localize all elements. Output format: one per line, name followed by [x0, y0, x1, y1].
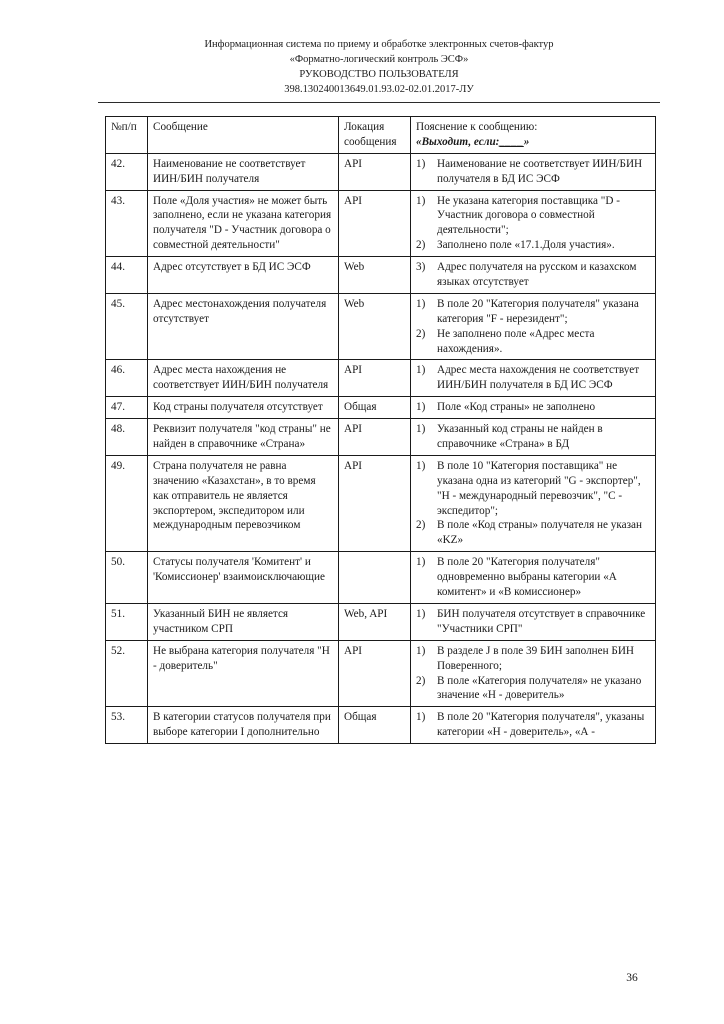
- messages-table: [105, 116, 656, 744]
- row-message: Статусы получателя 'Комитент' и 'Комиссионер' взаимоисключающие: [148, 552, 339, 604]
- explanation-item-text: Наименование не соответствует ИИН/БИН получателя в БД ИС ЭСФ: [437, 157, 643, 185]
- explanation-item: [416, 607, 651, 637]
- explanation-item-marker: 3): [416, 261, 426, 274]
- row-explanation: [411, 707, 656, 744]
- explanation-item-text: В поле 10 "Категория поставщика" не указана одна из категорий "G - экспортер", "H - международный перевозчик", "C - экспедитор";: [437, 459, 641, 517]
- explanation-item-text: Поле «Код страны» не заполнено: [437, 401, 596, 414]
- explanation-item-marker: 2): [416, 519, 426, 532]
- explanation-item: [416, 363, 651, 393]
- explanation-item-marker: 1): [416, 423, 426, 436]
- messages-table-wrapper: [105, 116, 655, 744]
- table-row: [106, 707, 656, 744]
- explanation-item: [416, 555, 651, 600]
- row-number: 47.: [106, 397, 148, 419]
- table-header: [106, 117, 656, 154]
- column-header-message: Сообщение: [148, 117, 339, 154]
- explanation-item: [416, 518, 651, 548]
- row-explanation: [411, 455, 656, 551]
- explanation-item: [416, 674, 651, 704]
- explanation-list: [416, 400, 651, 415]
- row-number: 53.: [106, 707, 148, 744]
- explanation-item: [416, 400, 651, 415]
- row-location: [339, 552, 411, 604]
- row-number: 52.: [106, 640, 148, 707]
- explanation-item-marker: 1): [416, 644, 426, 657]
- explanation-item-text: В поле «Код страны» получателя не указан «KZ»: [437, 519, 642, 547]
- explanation-item-marker: 2): [416, 327, 426, 340]
- explanation-item-text: БИН получателя отсутствует в справочнике "Участники СРП": [437, 607, 646, 635]
- explanation-item-marker: 1): [416, 157, 426, 170]
- explanation-item-text: В поле 20 "Категория получателя" указана категория "F - нерезидент";: [437, 297, 639, 325]
- explanation-list: [416, 710, 651, 740]
- explanation-item-text: Не указана категория поставщика "D - Участник договора о совместной деятельности";: [437, 194, 620, 237]
- explanation-list: [416, 363, 651, 393]
- explanation-item-marker: 1): [416, 459, 426, 472]
- row-location: Общая: [339, 397, 411, 419]
- table-row: [106, 153, 656, 190]
- row-number: 45.: [106, 293, 148, 360]
- row-location: Общая: [339, 707, 411, 744]
- row-explanation: [411, 360, 656, 397]
- header-divider: [98, 102, 660, 103]
- row-location: API: [339, 455, 411, 551]
- running-header: [98, 38, 660, 98]
- column-header-location: Локация сообщения: [339, 117, 411, 154]
- explanation-list: [416, 297, 651, 357]
- explanation-item-marker: 1): [416, 364, 426, 377]
- row-message: Адрес места нахождения не соответствует ИИН/БИН получателя: [148, 360, 339, 397]
- header-line-3: РУКОВОДСТВО ПОЛЬЗОВАТЕЛЯ: [299, 68, 459, 80]
- row-explanation: [411, 397, 656, 419]
- explanation-item: [416, 710, 651, 740]
- explanation-item: [416, 238, 651, 253]
- row-location: API: [339, 190, 411, 257]
- row-number: 49.: [106, 455, 148, 551]
- table-row: [106, 397, 656, 419]
- table-row: [106, 603, 656, 640]
- explanation-list: [416, 607, 651, 637]
- table-row: [106, 257, 656, 294]
- row-explanation: [411, 190, 656, 257]
- explanation-item-marker: 1): [416, 556, 426, 569]
- table-row: [106, 360, 656, 397]
- table-row: [106, 455, 656, 551]
- row-message: Страна получателя не равна значению «Казахстан», в то время как отправитель не является экспортером, экспедитором или международным перевозчиком: [148, 455, 339, 551]
- table-body: [106, 153, 656, 743]
- explanation-item: [416, 157, 651, 187]
- explanation-item-text: Адрес места нахождения не соответствует ИИН/БИН получателя в БД ИС ЭСФ: [437, 364, 640, 392]
- explanation-item-text: Указанный код страны не найден в справочнике «Страна» в БД: [437, 423, 603, 451]
- row-location: Web, API: [339, 603, 411, 640]
- row-explanation: [411, 640, 656, 707]
- explanation-item-marker: 2): [416, 674, 426, 687]
- explanation-item-text: Не заполнено поле «Адрес места нахождения».: [437, 327, 595, 355]
- explanation-item-marker: 1): [416, 401, 426, 414]
- page-number: 36: [626, 972, 638, 984]
- explanation-item: [416, 260, 651, 290]
- explanation-list: [416, 157, 651, 187]
- row-message: Адрес отсутствует в БД ИС ЭСФ: [148, 257, 339, 294]
- explanation-item-text: В разделе J в поле 39 БИН заполнен БИН Поверенного;: [437, 644, 634, 672]
- row-location: Web: [339, 257, 411, 294]
- header-line-1: Информационная система по приему и обработке электронных счетов-фактур: [204, 39, 554, 50]
- table-row: [106, 293, 656, 360]
- row-message: Не выбрана категория получателя "Н - доверитель": [148, 640, 339, 707]
- table-row: [106, 190, 656, 257]
- explanation-item-text: В поле 20 "Категория получателя" одновременно выбраны категории «А комитент» и «В комиссионер»: [437, 556, 617, 599]
- explanation-item: [416, 194, 651, 239]
- explanation-list: [416, 555, 651, 600]
- row-message: Реквизит получателя "код страны" не найден в справочнике «Страна»: [148, 419, 339, 456]
- row-number: 42.: [106, 153, 148, 190]
- row-message: Адрес местонахождения получателя отсутствует: [148, 293, 339, 360]
- row-explanation: [411, 257, 656, 294]
- row-number: 50.: [106, 552, 148, 604]
- table-row: [106, 552, 656, 604]
- row-location: API: [339, 640, 411, 707]
- row-number: 48.: [106, 419, 148, 456]
- explanation-item-marker: 2): [416, 239, 426, 252]
- row-message: Указанный БИН не является участником СРП: [148, 603, 339, 640]
- explanation-subtitle-suffix: »: [523, 135, 530, 148]
- row-number: 44.: [106, 257, 148, 294]
- explanation-item: [416, 644, 651, 674]
- explanation-item: [416, 459, 651, 519]
- row-number: 43.: [106, 190, 148, 257]
- row-number: 51.: [106, 603, 148, 640]
- row-message: Наименование не соответствует ИИН/БИН получателя: [148, 153, 339, 190]
- table-row: [106, 419, 656, 456]
- row-location: API: [339, 153, 411, 190]
- explanation-item: [416, 422, 651, 452]
- explanation-item-text: Заполнено поле «17.1.Доля участия».: [437, 239, 615, 252]
- column-header-explanation-subtitle: [416, 135, 651, 150]
- explanation-list: [416, 194, 651, 254]
- explanation-item-marker: 1): [416, 711, 426, 724]
- row-message: Поле «Доля участия» не может быть заполнено, если не указана категория получателя "D - Участник договора о совместной деятельности": [148, 190, 339, 257]
- table-header-row: [106, 117, 656, 154]
- row-explanation: [411, 552, 656, 604]
- explanation-item: [416, 297, 651, 327]
- row-location: Web: [339, 293, 411, 360]
- explanation-item-marker: 1): [416, 297, 426, 310]
- explanation-item-text: В поле 20 "Категория получателя", указаны категории «Н - доверитель», «А -: [437, 711, 645, 739]
- row-location: API: [339, 360, 411, 397]
- explanation-subtitle-blank: ____: [499, 135, 524, 148]
- header-line-2: «Форматно-логический контроль ЭСФ»: [289, 53, 469, 65]
- explanation-item-text: В поле «Категория получателя» не указано значение «Н - доверитель»: [437, 674, 642, 702]
- row-explanation: [411, 293, 656, 360]
- row-explanation: [411, 153, 656, 190]
- row-explanation: [411, 419, 656, 456]
- explanation-item-text: Адрес получателя на русском и казахском языках отсутствует: [437, 261, 637, 289]
- explanation-item: [416, 327, 651, 357]
- column-header-number: №п/п: [106, 117, 148, 154]
- explanation-list: [416, 459, 651, 548]
- column-header-explanation-title: Пояснение к сообщению:: [416, 121, 538, 133]
- row-message: В категории статусов получателя при выборе категории I дополнительно: [148, 707, 339, 744]
- row-number: 46.: [106, 360, 148, 397]
- explanation-list: [416, 644, 651, 704]
- explanation-list: [416, 260, 651, 290]
- explanation-item-marker: 1): [416, 194, 426, 207]
- explanation-item-marker: 1): [416, 607, 426, 620]
- row-location: API: [339, 419, 411, 456]
- table-row: [106, 640, 656, 707]
- row-message: Код страны получателя отсутствует: [148, 397, 339, 419]
- explanation-subtitle-prefix: «Выходит, если:: [416, 135, 500, 148]
- column-header-explanation: [411, 117, 656, 154]
- explanation-list: [416, 422, 651, 452]
- row-explanation: [411, 603, 656, 640]
- header-line-4: 398.130240013649.01.93.02-02.01.2017-ЛУ: [284, 83, 474, 95]
